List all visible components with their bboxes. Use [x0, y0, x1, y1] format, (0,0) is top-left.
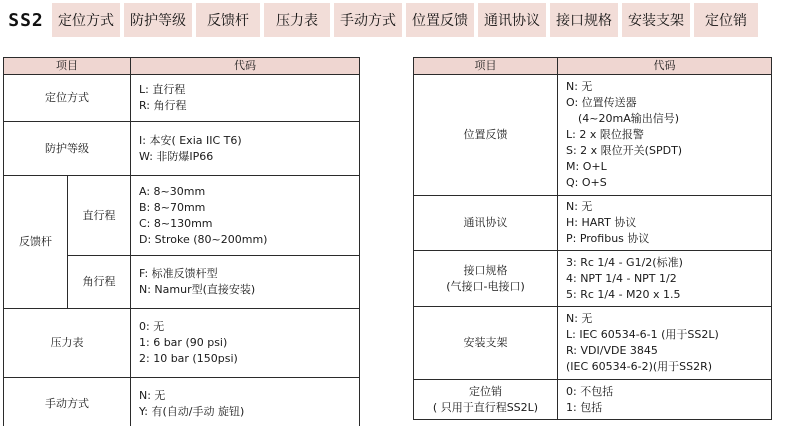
col-header-item: 项目 [4, 58, 131, 75]
tab-position-feedback[interactable]: 位置反馈 [406, 3, 474, 37]
tab-manual-mode[interactable]: 手动方式 [334, 3, 402, 37]
table-row [414, 380, 772, 420]
code-option: R: VDI/VDE 3845 [566, 344, 658, 357]
row-label-pressure-gauge: 压力表 [4, 309, 131, 378]
table-row [414, 75, 772, 196]
model-code: SS2 [8, 9, 44, 31]
code-option: A: 8~30mm [139, 184, 206, 198]
code-option-note: (4~20mA输出信号) [578, 112, 680, 125]
code-option: I: 本安( Exia IIC T6) [139, 133, 242, 147]
row-label-positioning-pin [414, 380, 558, 420]
code-option: C: 8~130mm [139, 216, 213, 230]
row-label-position-feedback: 位置反馈 [414, 75, 558, 196]
code-option: N: 无 [566, 80, 593, 93]
code-option: 1: 包括 [566, 400, 603, 414]
tab-positioning-pin[interactable]: 定位销 [694, 3, 758, 37]
code-option: 0: 无 [139, 320, 165, 333]
tab-bracket[interactable]: 安装支架 [622, 3, 690, 37]
code-option: Q: O+S [566, 176, 607, 189]
code-option: 4: NPT 1/4 - NPT 1/2 [566, 271, 677, 285]
row-sublabel-linear: 直行程 [68, 176, 131, 256]
code-option: N: 无 [566, 200, 593, 213]
table-row [414, 196, 772, 251]
code-option: P: Profibus 协议 [566, 232, 650, 245]
row-sublabel-rotary: 角行程 [68, 256, 131, 309]
col-header-code: 代码 [131, 58, 360, 75]
code-option: R: 角行程 [139, 99, 187, 112]
code-option: 3: Rc 1/4 - G1/2(标准) [566, 255, 683, 269]
code-option: B: 8~70mm [139, 200, 206, 214]
row-label-line: ( 只用于直行程SS2L) [432, 400, 539, 414]
row-label-interface [414, 251, 558, 307]
code-cell-manual-mode [131, 378, 360, 426]
row-label-line: (气接口-电接口) [446, 279, 525, 293]
code-option: H: HART 协议 [566, 216, 637, 229]
code-cell-pressure-gauge [131, 309, 360, 378]
row-label-positioning: 定位方式 [4, 75, 131, 122]
code-option: N: 无 [139, 389, 166, 402]
code-option: 5: Rc 1/4 - M20 x 1.5 [566, 287, 681, 301]
row-label-line: 接口规格 [463, 263, 508, 277]
col-header-item: 项目 [414, 58, 558, 75]
code-cell-protection [131, 122, 360, 176]
code-cell-positioning [131, 75, 360, 122]
code-option: S: 2 x 限位开关(SPDT) [566, 144, 683, 157]
tab-positioning[interactable]: 定位方式 [52, 3, 120, 37]
code-cell-position-feedback [558, 75, 772, 196]
code-option: O: 位置传送器 [566, 96, 637, 109]
code-option: M: O+L [566, 160, 607, 173]
code-option: D: Stroke (80~200mm) [139, 232, 268, 246]
table-row [4, 176, 360, 256]
table-row [4, 75, 360, 122]
table-row [4, 122, 360, 176]
code-option: (IEC 60534-6-2)(用于SS2R) [566, 360, 713, 373]
code-cell-positioning-pin [558, 380, 772, 420]
row-label-manual-mode: 手动方式 [4, 378, 131, 426]
code-option: L: 2 x 限位报警 [566, 128, 644, 141]
code-cell-interface [558, 251, 772, 307]
row-label-feedback-lever: 反馈杆 [4, 176, 68, 309]
table-row [4, 378, 360, 426]
code-option: L: IEC 60534-6-1 (用于SS2L) [566, 328, 719, 341]
code-option: 2: 10 bar (150psi) [139, 352, 238, 365]
table-row [414, 307, 772, 380]
code-option: Y: 有(自动/手动 旋钮) [139, 405, 245, 418]
table-row [414, 251, 772, 307]
tab-protection[interactable]: 防护等级 [124, 3, 192, 37]
table-row [4, 309, 360, 378]
left-spec-table [3, 57, 360, 426]
code-cell-protocol [558, 196, 772, 251]
tab-feedback-lever[interactable]: 反馈杆 [196, 3, 260, 37]
tab-interface[interactable]: 接口规格 [550, 3, 618, 37]
tab-protocol[interactable]: 通讯协议 [478, 3, 546, 37]
right-spec-table [413, 57, 772, 420]
code-option: L: 直行程 [139, 83, 186, 96]
category-tabs [52, 3, 762, 37]
code-option: N: 无 [566, 312, 593, 325]
code-option: 1: 6 bar (90 psi) [139, 336, 228, 349]
code-cell-feedback-linear [131, 176, 360, 256]
col-header-code: 代码 [558, 58, 772, 75]
code-option: N: Namur型(直接安装) [139, 283, 256, 296]
code-option: 0: 不包括 [566, 384, 614, 398]
row-label-bracket: 安装支架 [414, 307, 558, 380]
code-option: W: 非防爆IP66 [139, 149, 214, 163]
row-label-line: 定位销 [469, 384, 502, 398]
code-option: F: 标准反馈杆型 [139, 267, 218, 280]
row-label-protocol: 通讯协议 [414, 196, 558, 251]
code-cell-bracket [558, 307, 772, 380]
code-cell-feedback-rotary [131, 256, 360, 309]
row-label-protection: 防护等级 [4, 122, 131, 176]
tab-pressure-gauge[interactable]: 压力表 [264, 3, 330, 37]
header-bar [0, 0, 785, 40]
